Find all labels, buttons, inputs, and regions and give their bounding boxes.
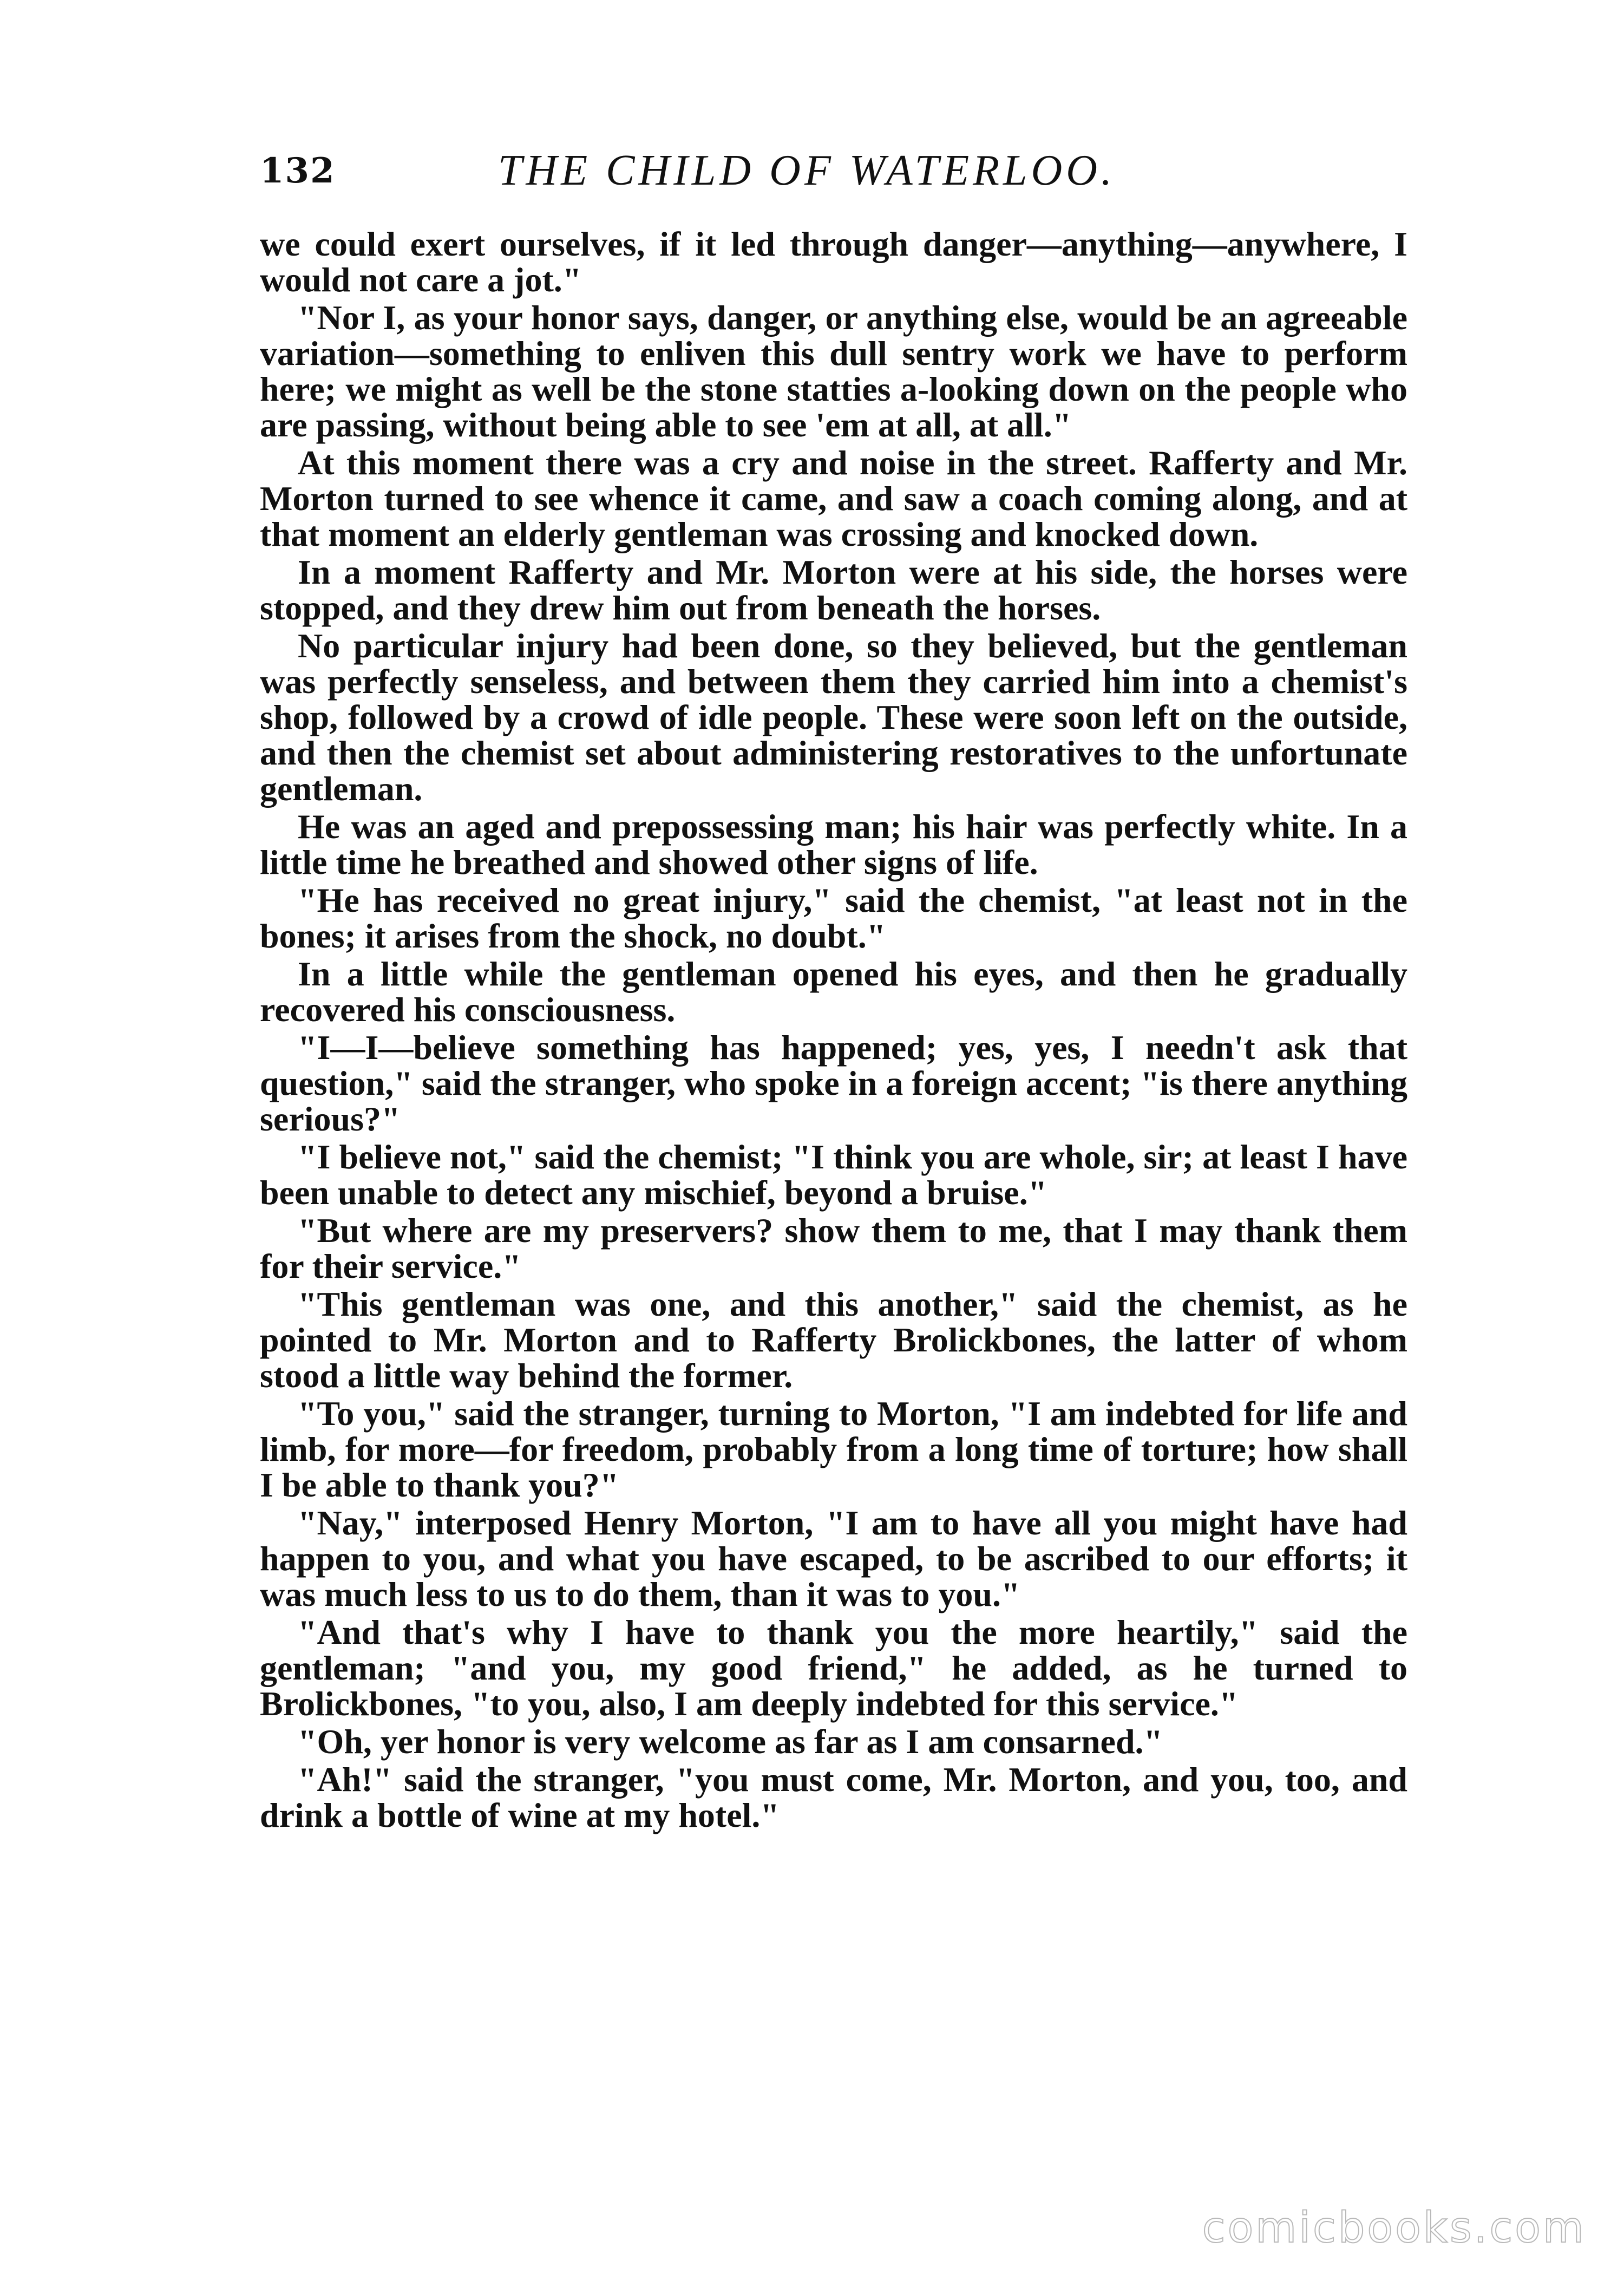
page-number: 132 [260, 151, 336, 191]
paragraph: At this moment there was a cry and noise in the street. Rafferty and Mr. Morton turned to see whence it came, and saw a coach coming along, and at that moment an elderly gentleman was crossing and knocked down. [260, 443, 1407, 553]
running-header [260, 146, 1407, 206]
paragraph: "And that's why I have to thank you the more heartily," said the gentleman; "and you, my good friend," he added, as he turned to Brolickbones, "to you, also, I am deeply indebted for this service." [260, 1613, 1407, 1723]
paragraph: "Nor I, as your honor says, danger, or anything else, would be an agreeable variation—something to enliven this dull sentry work we have to perform here; we might as well be the stone statties a-looking down on the people who are passing, without being able to see 'em at all, at all." [260, 298, 1407, 444]
running-title: THE CHILD OF WATERLOO. [498, 147, 1116, 194]
paragraph: "To you," said the stranger, turning to Morton, "I am indebted for life and limb, for more—for freedom, probably from a long time of torture; how shall I be able to thank you?" [260, 1394, 1407, 1504]
paragraph: In a little while the gentleman opened his eyes, and then he gradually recovered his consciousness. [260, 955, 1407, 1029]
paragraph: "He has received no great injury," said the chemist, "at least not in the bones; it arises from the shock, no doubt." [260, 881, 1407, 955]
paragraph: No particular injury had been done, so they believed, but the gentleman was perfectly senseless, and between them they carried him into a chemist's shop, followed by a crowd of idle people. These were soon left on the outside, and then the chemist set about administering restoratives to the unfortunate gentleman. [260, 626, 1407, 808]
paragraph: "I believe not," said the chemist; "I think you are whole, sir; at least I have been unable to detect any mischief, beyond a bruise." [260, 1138, 1407, 1212]
paragraph: He was an aged and prepossessing man; his hair was perfectly white. In a little time he breathed and showed other signs of life. [260, 807, 1407, 881]
paragraph: "But where are my preservers? show them to me, that I may thank them for their service." [260, 1211, 1407, 1285]
body-text [260, 226, 1407, 1835]
paragraph: "This gentleman was one, and this another," said the chemist, as he pointed to Mr. Morton and to Rafferty Brolickbones, the latter of whom stood a little way behind the former. [260, 1285, 1407, 1395]
paragraph: "Oh, yer honor is very welcome as far as I am consarned." [298, 1722, 1163, 1761]
paragraph: "I—I—believe something has happened; yes, yes, I needn't ask that question," said the stranger, who spoke in a foreign accent; "is there anything serious?" [260, 1028, 1407, 1138]
paragraph: "Ah!" said the stranger, "you must come, Mr. Morton, and you, too, and drink a bottle of wine at my hotel." [260, 1760, 1407, 1834]
paragraph: In a moment Rafferty and Mr. Morton were at his side, the horses were stopped, and they drew him out from beneath the horses. [260, 553, 1407, 627]
watermark: comicbooks.com [1202, 2204, 1586, 2252]
paragraph: we could exert ourselves, if it led through danger—anything—anywhere, I would not care a jot." [260, 225, 1407, 299]
paragraph: "Nay," interposed Henry Morton, "I am to have all you might have had happen to you, and what you have escaped, to be ascribed to our efforts; it was much less to us to do them, than it was to you." [260, 1504, 1407, 1613]
